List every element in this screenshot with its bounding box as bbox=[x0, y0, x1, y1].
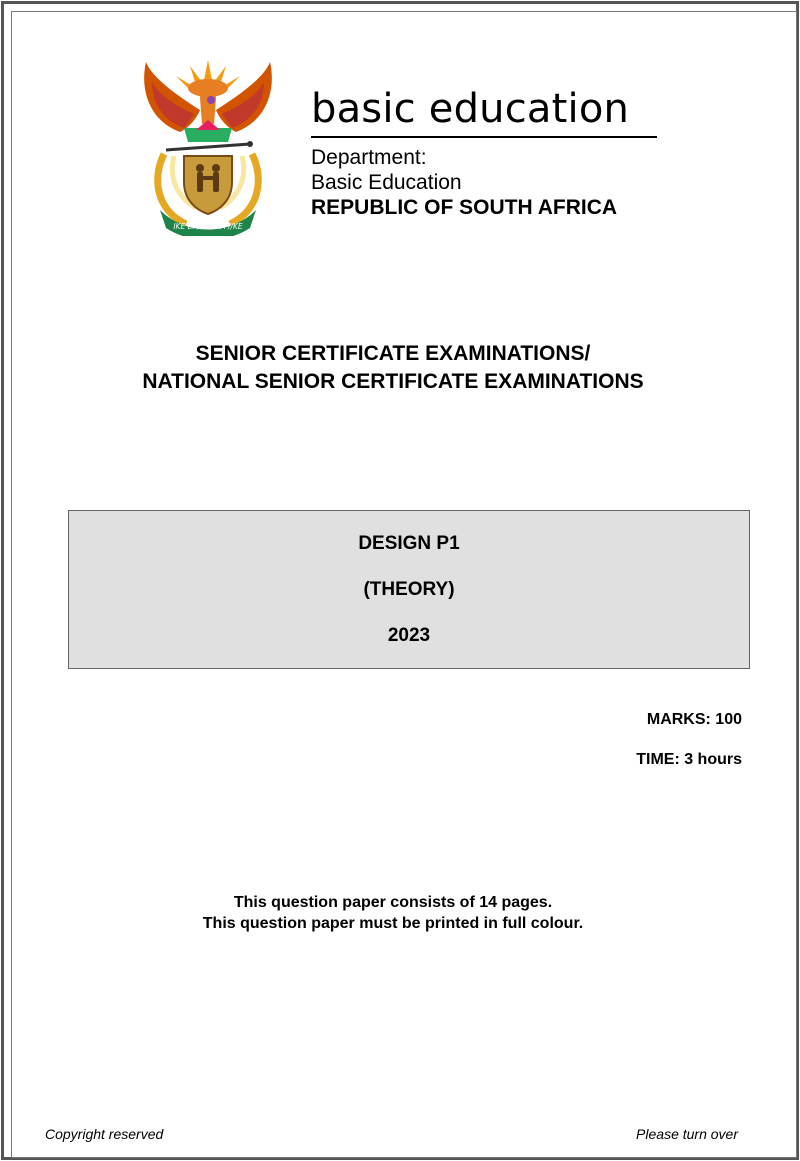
exam-title-line1: SENIOR CERTIFICATE EXAMINATIONS/ bbox=[195, 342, 591, 365]
crest-motto: IKE E: /XARRA //KE bbox=[173, 222, 243, 231]
paper-type: (THEORY) bbox=[363, 579, 455, 600]
brand-title: basic education bbox=[311, 86, 630, 132]
exam-duration: TIME: 3 hours bbox=[636, 751, 742, 768]
department-label: Department: bbox=[311, 146, 427, 169]
country-name: REPUBLIC OF SOUTH AFRICA bbox=[311, 196, 618, 219]
subject-box bbox=[68, 510, 750, 669]
subject-name: DESIGN P1 bbox=[358, 533, 460, 554]
brand-divider bbox=[311, 136, 657, 138]
coat-of-arms-icon bbox=[138, 58, 278, 236]
letterhead-brand bbox=[311, 86, 661, 220]
department-name: Basic Education bbox=[311, 171, 462, 194]
print-colour-note: This question paper must be printed in full colour. bbox=[202, 915, 584, 932]
exam-title-line2: NATIONAL SENIOR CERTIFICATE EXAMINATIONS bbox=[142, 370, 644, 393]
turn-over-footer: Please turn over bbox=[636, 1126, 738, 1142]
total-marks: MARKS: 100 bbox=[646, 711, 742, 728]
page-count-note: This question paper consists of 14 pages. bbox=[233, 894, 553, 911]
exam-title bbox=[0, 340, 786, 396]
copyright-footer: Copyright reserved bbox=[45, 1126, 164, 1142]
paper-notes bbox=[0, 892, 786, 934]
exam-year: 2023 bbox=[387, 625, 431, 646]
